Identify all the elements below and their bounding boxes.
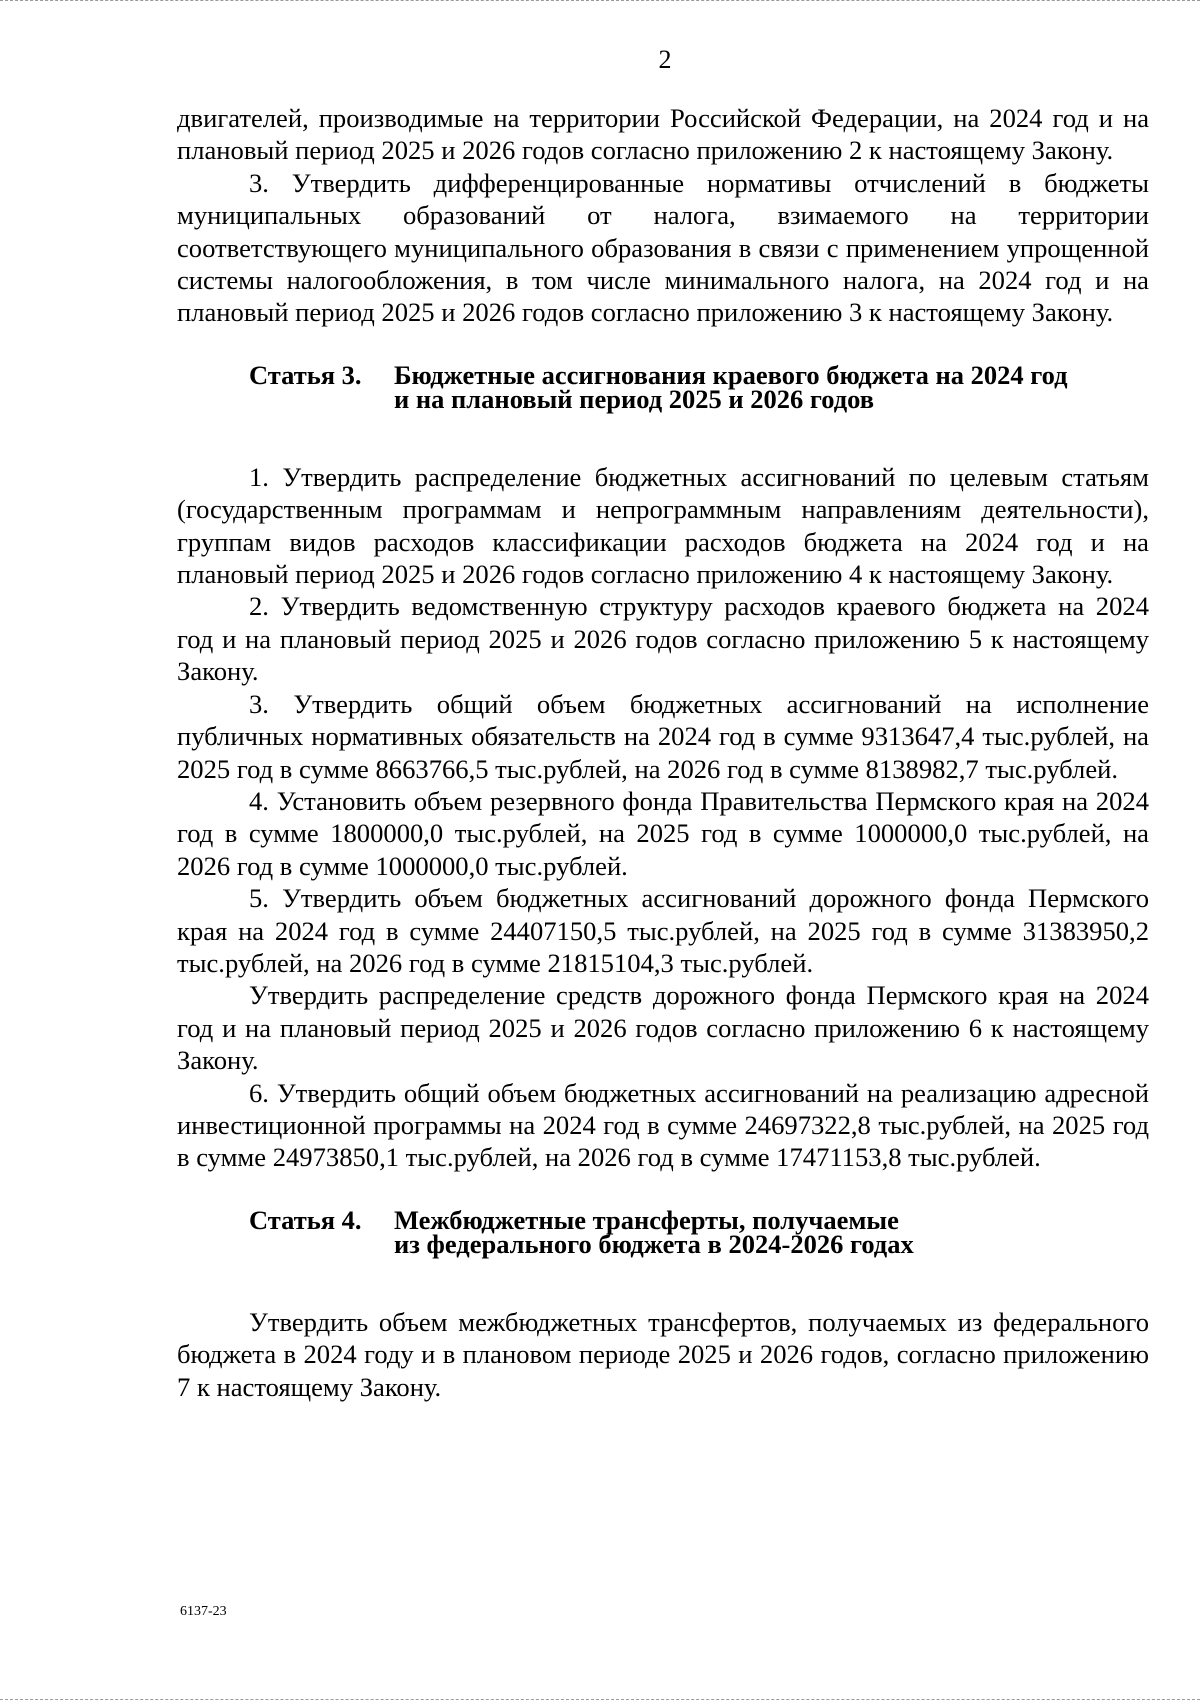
article-title [394,1204,1149,1259]
paragraph: Утвердить объем межбюджетных трансфертов, получаемых из федерального бюджета в 2024 году и в плановом периоде 2025 и 2026 годов, согласно приложению 7 к настоящему Закону. [177,1306,1149,1402]
paragraph: 4. Установить объем резервного фонда Правительства Пермского края на 2024 год в сумме 1800000,0 тыс.рублей, на 2025 год в сумме 1000000,0 тыс.рублей, на 2026 год в сумме 1000000,0 тыс.рублей. [177,785,1149,881]
article-label: Статья 3. [249,359,362,390]
paragraph: 5. Утвердить объем бюджетных ассигнований дорожного фонда Пермского края на 2024 год в сумме 24407150,5 тыс.рублей, на 2025 год в сумме 31383950,2 тыс.рублей, на 2026 год в сумме 21815104,3 тыс.рублей. [177,883,1149,978]
paragraph: Утвердить распределение средств дорожного фонда Пермского края на 2024 год и на плановый период 2025 и 2026 годов согласно приложению 6 к настоящему Закону. [177,980,1149,1076]
paragraph: двигателей, производимые на территории Российской Федерации, на 2024 год и на плановый период 2025 и 2026 годов согласно приложению 2 к настоящему Закону. [177,103,1149,166]
paragraph: 3. Утвердить общий объем бюджетных ассигнований на исполнение публичных нормативных обязательств на 2024 год в сумме 9313647,4 тыс.рублей, на 2025 год в сумме 8663766,5 тыс.рублей, на 2026 год в сумме 8138982,7 тыс.рублей. [177,688,1149,784]
article-3-heading [177,359,1149,414]
article-title [394,359,1149,414]
article-title-line: из федерального бюджета в 2024-2026 годах [394,1228,914,1259]
document-body [177,102,1149,1403]
article-4-heading [177,1204,1149,1259]
article-label: Статья 4. [249,1204,362,1235]
article-title-line: и на плановый период 2025 и 2026 годов [394,383,875,414]
document-code: 6137-23 [180,1604,227,1619]
article-title-line: Бюджетные ассигнования краевого бюджета на 2024 год [394,359,1068,390]
paragraph: 1. Утвердить распределение бюджетных ассигнований по целевым статьям (государственным программам и непрограммным направлениям деятельности), группам видов расходов классификации расходов бюджета на 2024 год и на плановый период 2025 и 2026 годов согласно приложению 4 к настоящему Закону. [177,461,1149,590]
article-title-line: Межбюджетные трансферты, получаемые [394,1204,899,1235]
paragraph: 6. Утвердить общий объем бюджетных ассигнований на реализацию адресной инвестиционной программы на 2024 год в сумме 24697322,8 тыс.рублей, на 2025 год в сумме 24973850,1 тыс.рублей, на 2026 год в сумме 17471153,8 тыс.рублей. [177,1077,1149,1173]
paragraph: 2. Утвердить ведомственную структуру расходов краевого бюджета на 2024 год и на плановый период 2025 и 2026 годов согласно приложению 5 к настоящему Закону. [177,591,1149,687]
page-number: 2 [658,45,672,74]
paragraph: 3. Утвердить дифференцированные нормативы отчислений в бюджеты муниципальных образований от налога, взимаемого на территории соответствующего муниципального образования в связи с применением упрощенной системы налогообложения, в том числе минимального налога, на 2024 год и на плановый период 2025 и 2026 годов согласно приложению 3 к настоящему Закону. [177,167,1149,328]
